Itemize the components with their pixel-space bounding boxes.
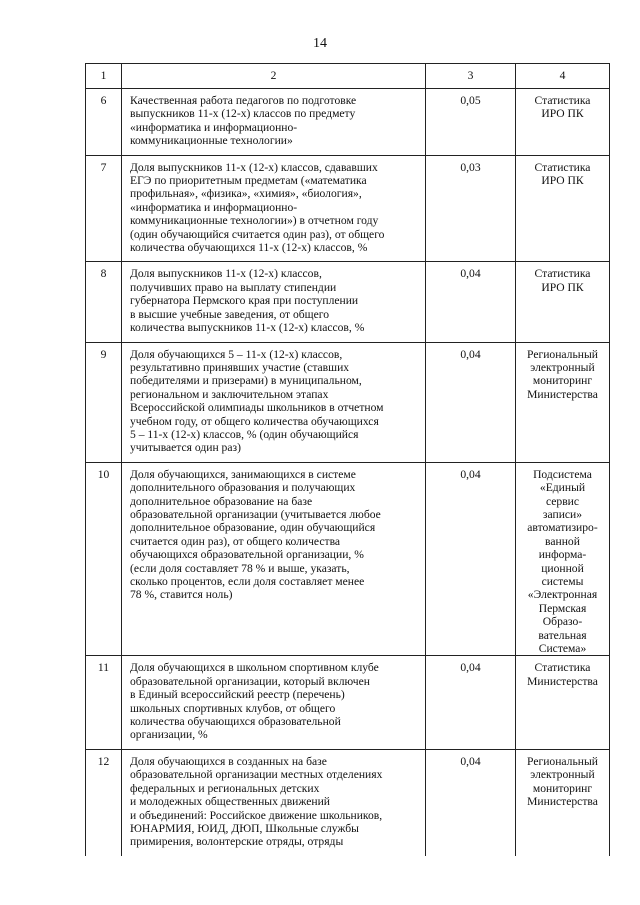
- indicator-weight: [426, 155, 516, 262]
- source-text-line: электронный: [530, 360, 595, 374]
- row-number-value: 9: [100, 347, 107, 361]
- indicator-text-line: выпускников 11-х (12-х) классов по предмету: [130, 107, 356, 121]
- source-text-line: Статистика: [534, 160, 591, 174]
- indicator-text-line: количества обучающихся 11-х (12-х) классов, %: [130, 241, 368, 255]
- row-number: [86, 155, 122, 262]
- source-text-line: Региональный: [527, 754, 598, 768]
- indicator-weight: [426, 262, 516, 342]
- indicator-text-line: «информатика и информационно-: [130, 120, 298, 134]
- data-source: [516, 656, 610, 749]
- indicator-text-line: коммуникационные технологии») в отчетном году: [130, 214, 379, 228]
- source-text-line: электронный: [530, 768, 595, 782]
- indicator-text-line: учитывается один раз): [130, 441, 241, 455]
- indicator-weight: [426, 749, 516, 855]
- row-number-value: 11: [97, 661, 110, 675]
- table-row: [86, 749, 610, 855]
- data-source: [516, 155, 610, 262]
- indicator-text-line: количества выпускников 11-х (12-х) классов, %: [130, 321, 365, 335]
- indicator-text-line: победителями и призерами) в муниципальном,: [130, 374, 362, 388]
- indicator-text-line: и объединений: Российское движение школьников,: [130, 808, 383, 822]
- row-number-value: 6: [100, 94, 107, 107]
- weight-value: 0,04: [460, 267, 481, 281]
- header-col-3: 3: [426, 64, 516, 89]
- indicator-text-line: сколько процентов, если доля составляет менее: [130, 575, 365, 588]
- data-source: [516, 89, 610, 156]
- row-number-value: 10: [97, 467, 110, 481]
- indicator-weight: [426, 462, 516, 656]
- data-source: [516, 749, 610, 855]
- page-number: 14: [313, 36, 327, 51]
- data-source: [516, 342, 610, 462]
- data-source: [516, 462, 610, 656]
- indicator-text-line: результативно принявших участие (ставших: [130, 360, 350, 374]
- indicator-text-line: примирения, волонтерские отряды, отряды: [130, 835, 344, 849]
- indicator-text-line: школьных спортивных клубов, от общего: [130, 701, 336, 715]
- indicator-text-line: Всероссийской олимпиады школьников в отчетном: [130, 401, 384, 415]
- indicator-weight: [426, 89, 516, 156]
- indicator-text-line: организации, %: [130, 728, 208, 742]
- indicator-description: [122, 155, 426, 262]
- indicator-text-line: коммуникационные технологии»: [130, 134, 293, 148]
- source-text-line: Министерства: [527, 387, 598, 401]
- source-text-line: Министерства: [527, 674, 598, 688]
- indicator-weight: [426, 342, 516, 462]
- indicator-text-line: получивших право на выплату стипендии: [130, 280, 337, 294]
- weight-value: 0,04: [460, 754, 481, 768]
- indicator-text-line: считается один раз), от общего количества: [130, 534, 341, 548]
- indicator-text-line: в Единый всероссийский реестр (перечень): [130, 688, 345, 702]
- source-text-line: «Единый: [539, 481, 586, 495]
- source-text-line: ИРО ПК: [541, 107, 584, 121]
- indicator-description: [122, 749, 426, 855]
- source-text-line: ционной: [541, 561, 584, 575]
- indicator-text-line: дополнительного образования и получающих: [130, 481, 356, 495]
- weight-value: 0,04: [460, 347, 481, 361]
- row-number: [86, 89, 122, 156]
- indicators-table: [85, 63, 610, 856]
- source-text-line: мониторинг: [532, 781, 593, 795]
- table-row: [86, 462, 610, 656]
- header-col-4: 4: [516, 64, 610, 89]
- source-text-line: автоматизиро-: [527, 521, 598, 535]
- indicator-description: [122, 262, 426, 342]
- indicator-text-line: Доля обучающихся в школьном спортивном клубе: [130, 661, 379, 675]
- indicator-text-line: дополнительное образование на базе: [130, 494, 313, 508]
- weight-value: 0,03: [460, 160, 481, 174]
- indicator-description: [122, 89, 426, 156]
- indicator-text-line: «информатика и информационно-: [130, 200, 298, 214]
- indicator-text-line: дополнительное образование, один обучающийся: [130, 521, 376, 535]
- source-text-line: Образо-: [542, 615, 583, 629]
- indicator-text-line: федеральных и региональных детских: [130, 781, 320, 795]
- weight-value: 0,04: [460, 467, 481, 481]
- table-row: [86, 342, 610, 462]
- source-text-line: Статистика: [534, 661, 591, 675]
- row-number: [86, 342, 122, 462]
- table-row: [86, 656, 610, 749]
- indicator-text-line: губернатора Пермского края при поступлении: [130, 294, 359, 308]
- source-text-line: Региональный: [527, 347, 598, 361]
- source-text-line: ванной: [545, 534, 580, 548]
- table-row: [86, 155, 610, 262]
- row-number: [86, 262, 122, 342]
- source-text-line: ИРО ПК: [541, 280, 584, 294]
- data-source: [516, 262, 610, 342]
- source-text-line: записи»: [542, 507, 583, 521]
- source-text-line: Пермская: [538, 601, 587, 615]
- indicator-text-line: в высшие учебные заведения, от общего: [130, 307, 330, 321]
- row-number-value: 8: [100, 267, 107, 281]
- indicator-text-line: образовательной организации местных отделениях: [130, 768, 383, 782]
- indicator-text-line: ЮНАРМИЯ, ЮИД, ДЮП, Школьные службы: [130, 821, 359, 835]
- indicator-weight: [426, 656, 516, 749]
- row-number-value: 12: [97, 754, 110, 768]
- indicator-text-line: образовательной организации (учитывается любое: [130, 507, 381, 521]
- indicator-text-line: 78 %, ставится ноль): [130, 588, 233, 602]
- indicator-text-line: региональном и заключительном этапах: [130, 387, 329, 401]
- indicator-text-line: учебном году, от общего количества обучающихся: [130, 414, 379, 428]
- table-header-row: [86, 64, 610, 89]
- table-row: [86, 89, 610, 156]
- header-col-1: 1: [86, 64, 122, 89]
- row-number: [86, 749, 122, 855]
- indicator-description: [122, 342, 426, 462]
- indicator-text-line: Доля выпускников 11-х (12-х) классов, сдававших: [130, 160, 378, 174]
- source-text-line: Статистика: [534, 267, 591, 281]
- source-text-line: вательная: [538, 628, 587, 642]
- indicator-text-line: 5 – 11-х (12-х) классов, % (один обучающийся: [130, 427, 359, 441]
- source-text-line: информа-: [538, 548, 587, 562]
- source-text-line: мониторинг: [532, 374, 593, 388]
- source-text-line: Министерства: [527, 795, 598, 809]
- row-number-value: 7: [100, 160, 107, 174]
- row-number: [86, 462, 122, 656]
- source-text-line: «Электронная: [527, 588, 598, 602]
- indicator-text-line: ЕГЭ по приоритетным предметам («математика: [130, 174, 367, 188]
- source-text-line: системы: [541, 575, 584, 588]
- indicator-text-line: Доля обучающихся 5 – 11-х (12-х) классов,: [130, 347, 343, 361]
- indicator-description: [122, 656, 426, 749]
- indicator-text-line: Доля обучающихся в созданных на базе: [130, 754, 327, 768]
- indicator-text-line: образовательной организации, который включен: [130, 674, 370, 688]
- indicator-text-line: профильная», «физика», «химия», «биология»,: [130, 187, 362, 201]
- source-text-line: Подсистема: [533, 467, 592, 481]
- weight-value: 0,04: [460, 661, 481, 675]
- source-text-line: Система»: [538, 642, 587, 656]
- source-text-line: ИРО ПК: [541, 174, 584, 188]
- indicator-text-line: Доля обучающихся, занимающихся в системе: [130, 467, 356, 481]
- weight-value: 0,05: [460, 94, 481, 107]
- indicator-text-line: (если доля составляет 78 % и выше, указать,: [130, 561, 350, 575]
- indicator-text-line: (один обучающийся считается один раз), от общего: [130, 227, 385, 241]
- source-text-line: сервис: [545, 494, 580, 508]
- indicator-text-line: Качественная работа педагогов по подготовке: [130, 94, 357, 107]
- indicator-text-line: Доля выпускников 11-х (12-х) классов,: [130, 267, 322, 281]
- table-row: [86, 262, 610, 342]
- indicator-text-line: и молодежных общественных движений: [130, 795, 330, 809]
- indicator-text-line: количества обучающихся образовательной: [130, 715, 341, 729]
- indicator-description: [122, 462, 426, 656]
- indicator-text-line: обучающихся образовательной организации, %: [130, 548, 364, 562]
- header-col-2: 2: [122, 64, 426, 89]
- row-number: [86, 656, 122, 749]
- source-text-line: Статистика: [534, 94, 591, 107]
